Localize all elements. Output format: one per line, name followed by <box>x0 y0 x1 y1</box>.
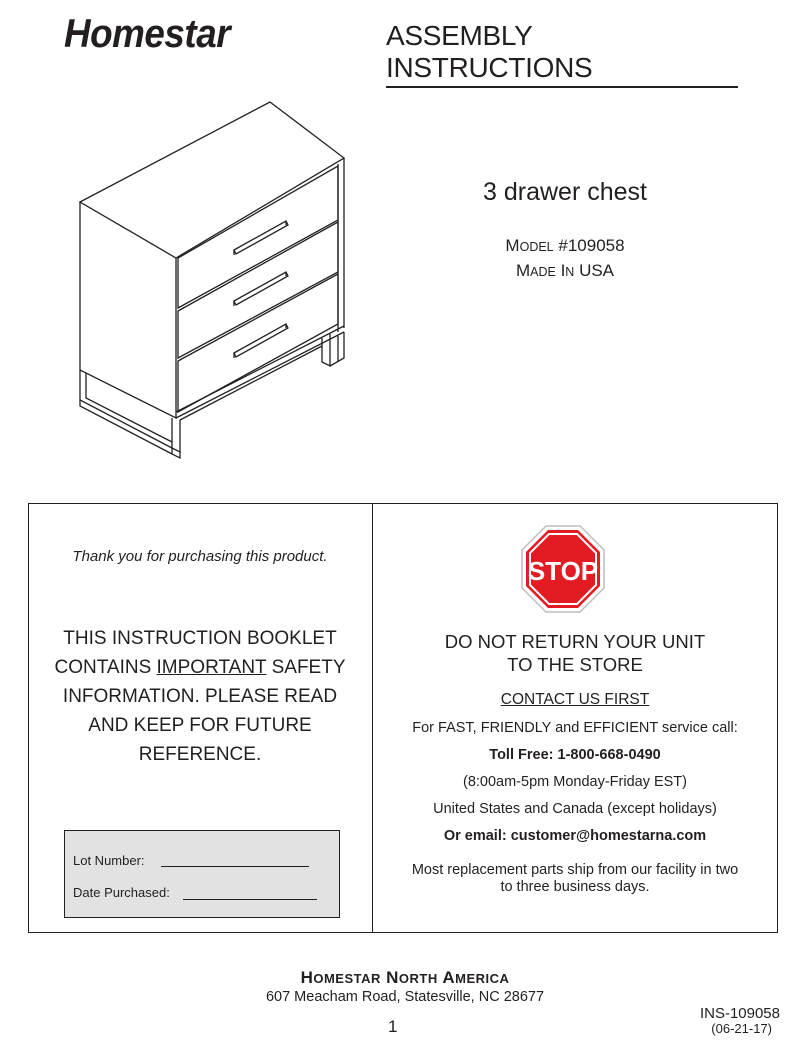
company-a: A <box>442 968 456 987</box>
date-purchased-label: Date Purchased: <box>73 885 170 900</box>
model-number: #109058 <box>558 236 625 255</box>
lot-date-box <box>64 830 340 918</box>
service-line: For FAST, FRIENDLY and EFFICIENT service call: <box>412 720 738 736</box>
safety-line-3: INFORMATION. PLEASE READ <box>62 686 338 707</box>
company-merica: MERICA <box>455 971 510 986</box>
parts-shipping-line-2: to three business days. <box>500 879 650 895</box>
contact-heading-text: CONTACT US FIRST <box>500 691 650 708</box>
made-country: USA <box>579 261 615 280</box>
support-hours: (8:00am-5pm Monday-Friday EST) <box>462 774 687 790</box>
company-omestar: OMESTAR <box>313 971 381 986</box>
company-address: 607 Meacham Road, Statesville, NC 28677 <box>265 989 545 1005</box>
thank-you-note: Thank you for purchasing this product. <box>72 548 328 565</box>
safety-line-2-c: SAFETY <box>266 657 346 678</box>
safety-notice <box>50 624 350 769</box>
company-orth: ORTH <box>398 971 438 986</box>
dresser-illustration <box>76 100 348 460</box>
model-prefix-rest: ODEL <box>519 240 554 254</box>
made-ade: ADE <box>530 265 556 279</box>
page-number: 1 <box>388 1017 398 1036</box>
made-m: M <box>515 261 531 280</box>
brand-logo: Homestar <box>64 12 231 56</box>
contact-heading <box>380 691 770 709</box>
support-region: United States and Canada (except holidays) <box>433 801 717 817</box>
made-in-line <box>430 259 700 284</box>
lot-number-label: Lot Number: <box>73 853 145 868</box>
date-purchased-field[interactable] <box>183 884 317 900</box>
toll-free-number[interactable]: Toll Free: 1-800-668-0490 <box>489 747 661 763</box>
company-n: N <box>386 968 399 987</box>
model-info <box>430 234 700 284</box>
info-box-divider <box>372 503 373 933</box>
product-name: 3 drawer chest <box>483 178 647 206</box>
made-n: N <box>565 265 575 279</box>
safety-line-5: REFERENCE. <box>138 744 262 765</box>
document-date: (06-21-17) <box>711 1021 772 1036</box>
support-email[interactable]: Or email: customer@homestarna.com <box>443 828 707 844</box>
stop-sign-icon <box>520 524 606 614</box>
model-number-line <box>430 234 700 259</box>
made-i: I <box>560 261 566 280</box>
safety-line-2-a: CONTAINS <box>54 657 157 678</box>
stop-sign-text: STOP <box>527 556 599 586</box>
safety-line-2 <box>50 653 350 682</box>
safety-important: IMPORTANT <box>156 657 267 678</box>
document-title: ASSEMBLY INSTRUCTIONS <box>386 20 738 88</box>
do-not-return-notice <box>380 630 770 676</box>
do-not-return-line-2: TO THE STORE <box>507 654 643 675</box>
model-prefix: M <box>505 236 520 255</box>
do-not-return-line-1: DO NOT RETURN YOUR UNIT <box>444 631 706 652</box>
safety-line-1: THIS INSTRUCTION BOOKLET <box>63 628 337 649</box>
safety-line-4: AND KEEP FOR FUTURE <box>88 715 312 736</box>
company-name <box>190 968 620 988</box>
company-h: H <box>300 968 314 987</box>
lot-number-field[interactable] <box>161 851 309 867</box>
parts-shipping-line-1: Most replacement parts ship from our facility in two <box>411 862 739 878</box>
document-code: INS-109058 <box>699 1005 780 1022</box>
